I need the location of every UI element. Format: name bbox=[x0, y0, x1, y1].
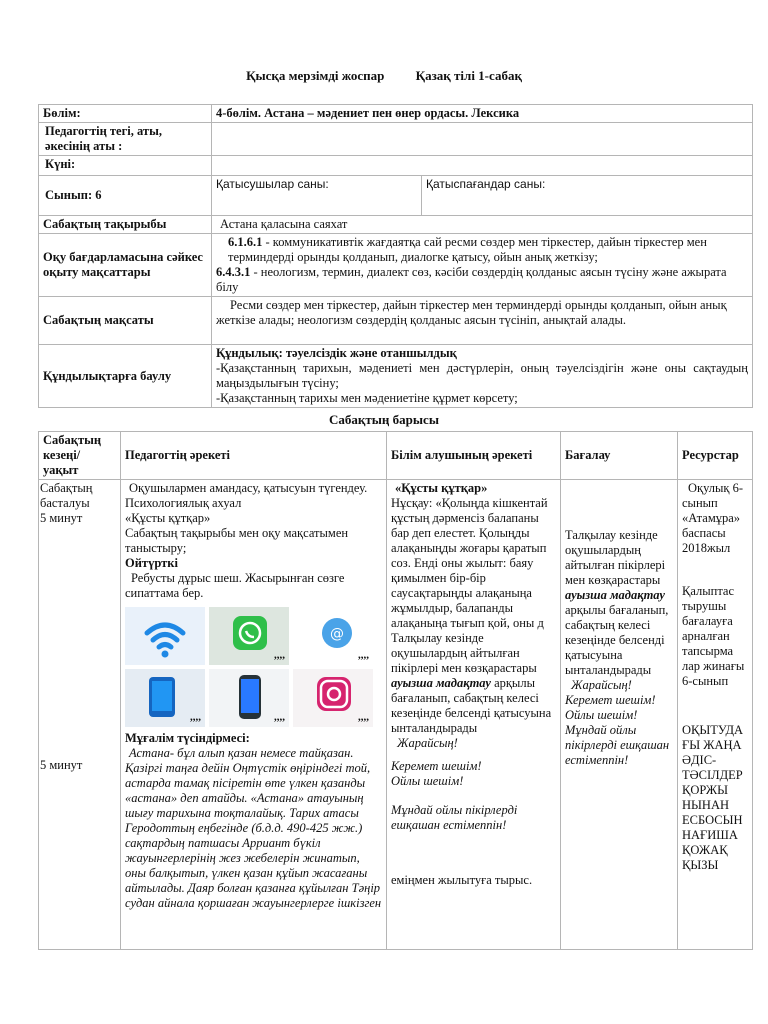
goals-label: Оқу бағдарламасына сәйкес оқыту мақсаттары bbox=[39, 234, 212, 297]
topic-value: Астана қаласына саяхат bbox=[212, 216, 753, 234]
section-label: Бөлім: bbox=[39, 105, 212, 123]
values-value: Құндылық: тәуелсіздік және отаншылдық -Қазақстанның тарихын, мәдениеті мен дәстүрлерін, оның тәуелсіздігін және оны сақтаудың маңыздылығын түсіну; -Қазақстанның тарихы мен мәдениетіне құрмет көрсету; bbox=[212, 345, 753, 408]
lesson-info-table bbox=[38, 104, 753, 408]
whatsapp-icon: ,,,, bbox=[209, 607, 289, 665]
explain-text: Астана- бұл алып қазан немесе тайқазан. Қазіргі таңға дейін Оңтүстік өңіріндегі той, астарда тамақ пісіретін өте үлкен қазанды «астана» деп атайды. «Астана» атауының шығу тарихына тоқталайық. Тарих атасы Геродоттың еңбегінде (б.д.д. 490-425 жж.) сақтардың патшасы Арриант бүкіл жауынгерлерінің жез жебелерін жинатып, оны балқытып, үлкен қазан құйып жасағаны айтылады. Даяр болған қазанға құйылған Тәңір судан айнала қоршаған жауынгерлерге ішкізген bbox=[125, 746, 382, 910]
col-assess: Бағалау bbox=[561, 432, 678, 480]
aim-value: Ресми сөздер мен тіркестер, дайын тіркестер мен терминдерді орынды қолданып, ойын анық жеткізе алады; неологизм сөздердің қолданыс аясын түсініп, анықтай алады. bbox=[212, 297, 753, 345]
present-label: Қатысушылар саны: bbox=[212, 176, 422, 216]
topic-label: Сабақтың тақырыбы bbox=[39, 216, 212, 234]
plan-title: Қысқа мерзімді жоспар bbox=[246, 68, 385, 83]
col-student: Білім алушының әрекеті bbox=[387, 432, 561, 480]
explain-title: Мұғалім түсіндірмесі: bbox=[125, 731, 250, 745]
smartphone-icon: ,,,, bbox=[125, 669, 205, 727]
lesson-title: Қазақ тілі 1-сабақ bbox=[415, 68, 522, 83]
goals-value: 6.1.6.1 - коммуникативтік жағдаятқа сай ресми сөздер мен тіркестер, дайын тіркестер мен терминдерді орынды қолданып, диалогке қатысу, ойын анық жеткізу; 6.4.3.1 - неологизм, термин, диалект сөз, кәсіби сөздердің қолданыс аясын түсіну және ажырата білу bbox=[212, 234, 753, 297]
col-resource: Ресурстар bbox=[678, 432, 753, 480]
values-label: Құндылықтарға баулу bbox=[39, 345, 212, 408]
absent-label: Қатыспағандар саны: bbox=[422, 176, 753, 216]
student-cell: «Құсты құтқар» Нұсқау: «Қолыңда кішкентай құстың дәрменсіз балапаны бар деп елестет. Қолыңды алақаныңды жоғары қаратып соз. Енді оны жылыт: баяу қимылмен бір-бір саусақтарыңды алақаныңа жұмылдыр, балапанды алақаныңа тығып қой, оны д Талқылау кезінде оқушылардың айтылған пікірлері мен көзқарастары ауызша мадақтау арқылы бағаланып, сабақтың келесі кезеңінде белсенді қатысуына ынталандырады Жарайсың! Керемет шешім! Ойлы шешім! Мұндай ойлы пікірлерді ешқашан естімеппін! еміңмен жылытуға тырыс. bbox=[387, 480, 561, 950]
section-value: 4-бөлім. Астана – мәдениет пен өнер ордасы. Лексика bbox=[212, 105, 753, 123]
teacher-label: Педагогтің тегі, аты, әкесінің аты : bbox=[39, 123, 212, 156]
resource-cell: Оқулық 6-сынып «Атамұра» баспасы 2018жыл Қалыптас тырушы бағалауға арналған тапсырма лар жинағы 6-сынып ОҚЫТУДА ҒЫ ЖАҢА ӘДІС-ТӘСІЛДЕР ҚОРЖЫ НЫНАН ЕСБОСЫН НАҒИША ҚОЖАҚ ҚЫЗЫ bbox=[678, 480, 753, 950]
col-teacher: Педагогтің әрекеті bbox=[121, 432, 387, 480]
teacher-cell: Оқушылармен амандасу, қатысуын түгендеу. Психологиялық ахуал «Құсты құтқар» Сабақтың тақырыбы мен оқу мақсатымен таныстыру; Ойтүрткі Ребусты дұрыс шеш. Жасырынған сөзге сипаттама бер. ,,,, @ ,,,, ,,,, ,,,, ,,,, Мұғалім түсіндірмесі: Астана- бұл алып қазан немесе тайқазан. Қазіргі таңға дейін Оңтүстік өңіріндегі той, астарда тамақ пісіретін өте үлкен қазанды «астана» деп атайды. «Астана» атауының шығу тарихына тоқталайық. Тарих атасы Геродоттың еңбегінде (б.д.д. 490-425 жж.) сақтардың патшасы Арриант бүкіл жауынгерлерінің жез жебелерін жинатып, оны балқытып, үлкен қазан құйып жасағаны айтылады. Даяр болған қазанға құйылған Тәңір судан айнала қоршаған жауынгерлерге ішкізген bbox=[121, 480, 387, 950]
email-icon: @ ,,,, bbox=[293, 607, 373, 665]
stage-cell bbox=[39, 480, 121, 950]
stage-start: Сабақтың басталуы bbox=[40, 481, 93, 510]
col-stage: Сабақтың кезеңі/ уақыт bbox=[39, 432, 121, 480]
date-value bbox=[212, 156, 753, 176]
wifi-icon bbox=[125, 607, 205, 665]
lesson-progress-table bbox=[38, 431, 753, 950]
aim-label: Сабақтың мақсаты bbox=[39, 297, 212, 345]
stage-time1: 5 минут bbox=[40, 511, 83, 525]
stage-time2: 5 минут bbox=[40, 758, 83, 772]
teacher-value bbox=[212, 123, 753, 156]
instagram-icon: ,,,, bbox=[293, 669, 373, 727]
rebus-images bbox=[125, 607, 382, 727]
page-title bbox=[0, 68, 768, 84]
svg-text:@: @ bbox=[330, 626, 344, 642]
class-label: Сынып: 6 bbox=[39, 176, 212, 216]
assess-cell: Талқылау кезінде оқушылардың айтылған пікірлері мен көзқарастары ауызша мадақтау арқылы бағаланып, сабақтың келесі кезеңінде белсенді қатысуына ынталандырады Жарайсың! Керемет шешім! Ойлы шешім! Мұндай ойлы пікірлерді ешқашан естімеппін! bbox=[561, 480, 678, 950]
progress-title: Сабақтың барысы bbox=[329, 412, 439, 427]
date-label: Күні: bbox=[39, 156, 212, 176]
iphone-icon: ,,,, bbox=[209, 669, 289, 727]
